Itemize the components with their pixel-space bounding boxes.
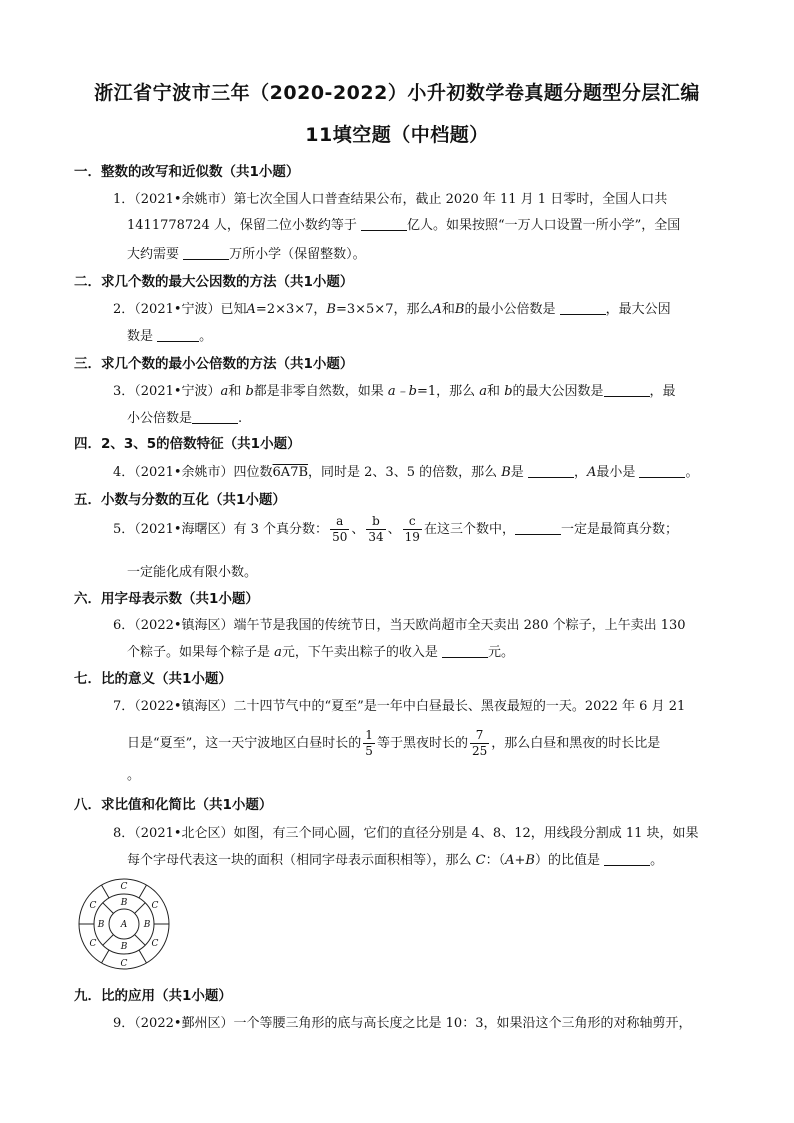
fraction-7-25 xyxy=(470,728,489,759)
var-C: C xyxy=(475,853,486,868)
section-heading-8: 八．求比值和化简比（共1小题） xyxy=(74,797,273,813)
q4-blank-2[interactable] xyxy=(639,463,685,478)
q5-text: 5．（2021•海曙区）有 3 个真分数： xyxy=(113,522,329,537)
q3-line-1 xyxy=(113,380,676,399)
label-B: B xyxy=(143,920,151,930)
label-C: C xyxy=(120,959,128,969)
frac-denominator: 34 xyxy=(368,530,384,544)
divider xyxy=(135,903,146,914)
q3-text: 和 xyxy=(487,384,505,399)
var-a: a xyxy=(220,384,229,399)
q4-text: 。 xyxy=(685,465,699,480)
divider xyxy=(103,935,114,946)
q4-line-1 xyxy=(113,461,699,480)
label-B: B xyxy=(120,898,128,908)
var-B: B xyxy=(454,302,465,317)
q8-line-1: 8．（2021•北仑区）如图，有三个同心圆，它们的直径分别是 4、8、12，用线段分割成 11 块，如果 xyxy=(113,826,699,841)
section-heading-2: 二．求几个数的最大公因数的方法（共1小题） xyxy=(74,274,354,290)
frac-denominator: 5 xyxy=(365,744,373,758)
q8-text: ）的比值是 xyxy=(534,853,605,868)
var-A: A xyxy=(586,465,597,480)
q3-text: 都是非零自然数，如果 xyxy=(253,384,388,399)
q1-blank-2[interactable] xyxy=(183,245,229,260)
q5-text: 一定是最简真分数； xyxy=(560,522,678,537)
q7-text: ，那么白昼和黑夜的时长比是 xyxy=(491,736,661,751)
divider xyxy=(139,950,147,963)
q2-text: 的最小公倍数是 xyxy=(464,302,560,317)
var-B: B xyxy=(501,465,511,480)
var-b: b xyxy=(504,384,513,399)
q1-text: 1411778724 人，保留二位小数约等于 xyxy=(127,218,361,233)
frac-denominator: 19 xyxy=(404,530,420,544)
frac-numerator: 1 xyxy=(365,728,373,742)
q3-line-2 xyxy=(127,407,242,426)
q6-text: 元。 xyxy=(488,645,515,660)
q6-text: 个粽子。如果每个粽子是 xyxy=(127,645,275,660)
q2-text: =2×3×7， xyxy=(255,302,327,317)
q4-text: 4．（2021•余姚市）四位数 xyxy=(113,465,273,480)
q5-text: 在这三个数中， xyxy=(423,522,515,537)
frac-denominator: 50 xyxy=(332,530,348,544)
section-heading-9: 九．比的应用（共1小题） xyxy=(74,988,232,1004)
q7-line-2 xyxy=(127,728,660,759)
q2-text: =3×5×7，那么 xyxy=(335,302,433,317)
q7-line-1: 7．（2022•镇海区）二十四节气中的“夏至”是一年中白昼最长、黑夜最短的一天。2022 年 6 月 21 xyxy=(113,699,686,714)
var-A: A xyxy=(432,302,442,317)
q5-text: 、 xyxy=(387,522,401,537)
fraction-1-5 xyxy=(363,728,375,759)
q1-text: 万所小学（保留整数）。 xyxy=(229,247,366,262)
q3-blank-1[interactable] xyxy=(604,382,650,397)
q5-line-1 xyxy=(113,514,678,545)
q7-text: 等于黑夜时长的 xyxy=(376,736,468,751)
divider xyxy=(102,950,110,963)
q2-line-2 xyxy=(127,325,212,344)
label-C: C xyxy=(120,882,128,892)
q8-line-2 xyxy=(127,849,663,868)
q1-blank-1[interactable] xyxy=(361,216,407,231)
frac-numerator: b xyxy=(366,514,385,530)
q6-line-1: 6．（2022•镇海区）端午节是我国的传统节日，当天欧尚超市全天卖出 280 个粽子，上午卖出 130 xyxy=(113,618,686,633)
frac-numerator: a xyxy=(330,514,349,530)
var-a: a xyxy=(479,384,488,399)
q3-text: 和 xyxy=(228,384,246,399)
q1-line-3 xyxy=(127,243,366,262)
q8-text: 每个字母代表这一块的面积（相同字母表示面积相等），那么 xyxy=(127,853,476,868)
q1-line-1: 1．（2021•余姚市）第七次全国人口普查结果公布，截止 2020 年 11 月 1 日零时，全国人口共 xyxy=(113,192,668,207)
q4-text: 最小是 xyxy=(596,465,640,480)
label-A: A xyxy=(120,920,128,930)
frac-numerator: c xyxy=(403,514,422,530)
four-digit-number: 6A7B xyxy=(272,465,309,480)
q2-line-1 xyxy=(113,298,671,317)
var-b: b xyxy=(245,384,254,399)
label-C: C xyxy=(151,939,159,949)
q5-text: 、 xyxy=(351,522,365,537)
label-C: C xyxy=(89,901,97,911)
q3-text: 3．（2021•宁波） xyxy=(113,384,221,399)
q4-text: 是 xyxy=(510,465,528,480)
label-B: B xyxy=(120,942,128,952)
q2-text: ，最大公因 xyxy=(605,302,671,317)
q3-text: ，最 xyxy=(649,384,676,399)
q5-blank-1[interactable] xyxy=(515,520,561,535)
section-heading-4: 四．2、3、5的倍数特征（共1小题） xyxy=(74,436,301,452)
q4-text: ，同时是 2、3、5 的倍数，那么 xyxy=(308,465,502,480)
q2-text: 和 xyxy=(441,302,455,317)
q3-blank-2[interactable] xyxy=(192,409,238,424)
section-heading-3: 三．求几个数的最小公倍数的方法（共1小题） xyxy=(74,356,354,372)
title-line-2: 11填空题（中档题） xyxy=(305,124,489,146)
section-heading-7: 七．比的意义（共1小题） xyxy=(74,671,232,687)
fraction-a-50 xyxy=(330,514,349,545)
expr-A-plus-B: A+B xyxy=(505,853,535,868)
fraction-c-19 xyxy=(403,514,422,545)
q7-line-3: 。 xyxy=(127,768,141,783)
section-heading-5: 五．小数与分数的互化（共1小题） xyxy=(74,492,286,508)
var-a: a xyxy=(274,645,282,660)
q4-blank-1[interactable] xyxy=(528,463,574,478)
q2-blank-1[interactable] xyxy=(560,300,606,315)
q2-text: 2．（2021•宁波）已知 xyxy=(113,302,247,317)
frac-numerator: 7 xyxy=(470,728,489,744)
frac-denominator: 25 xyxy=(471,744,488,758)
q3-text: =1，那么 xyxy=(416,384,480,399)
label-C: C xyxy=(151,901,159,911)
fraction-b-34 xyxy=(366,514,385,545)
section-heading-1: 一．整数的改写和近似数（共1小题） xyxy=(74,164,300,180)
q8-text: ：（ xyxy=(485,853,506,868)
q1-text: 大约需要 xyxy=(127,247,184,262)
q8-text: 。 xyxy=(650,853,664,868)
q8-blank-1[interactable] xyxy=(604,851,650,866)
section-heading-6: 六．用字母表示数（共1小题） xyxy=(74,591,259,607)
divider xyxy=(102,885,110,898)
var-A: A xyxy=(246,302,256,317)
q1-line-2 xyxy=(127,214,680,233)
q9-line-1: 9．（2022•鄞州区）一个等腰三角形的底与高长度之比是 10：3，如果沿这个三角形的对称轴剪开， xyxy=(113,1016,692,1031)
divider xyxy=(139,885,147,898)
divider xyxy=(135,935,146,946)
divider xyxy=(103,903,114,914)
label-B: B xyxy=(97,920,105,930)
q7-text: 日是“夏至”，这一天宁波地区白昼时长的 xyxy=(127,736,362,751)
q2-text: 数是 xyxy=(127,329,158,344)
title-line-1: 浙江省宁波市三年（2020-2022）小升初数学卷真题分题型分层汇编 xyxy=(94,82,700,104)
q4-text: ， xyxy=(573,465,587,480)
var-B: B xyxy=(326,302,336,317)
q6-blank-1[interactable] xyxy=(442,643,488,658)
q6-text: 元，下午卖出粽子的收入是 xyxy=(281,645,443,660)
q2-blank-2[interactable] xyxy=(157,327,199,342)
q3-text: 的最大公因数是 xyxy=(512,384,604,399)
expr-a-minus-b: a﹣b xyxy=(387,384,417,399)
q6-line-2 xyxy=(127,641,514,660)
q2-text: 。 xyxy=(199,329,213,344)
q3-text: . xyxy=(238,411,243,426)
q5-line-2: 一定能化成有限小数。 xyxy=(127,565,258,580)
q3-text: 小公倍数是 xyxy=(127,411,193,426)
q1-text: 亿人。如果按照“一万人口设置一所小学”，全国 xyxy=(406,218,681,233)
concentric-circles-diagram xyxy=(74,874,174,974)
label-C: C xyxy=(89,939,97,949)
